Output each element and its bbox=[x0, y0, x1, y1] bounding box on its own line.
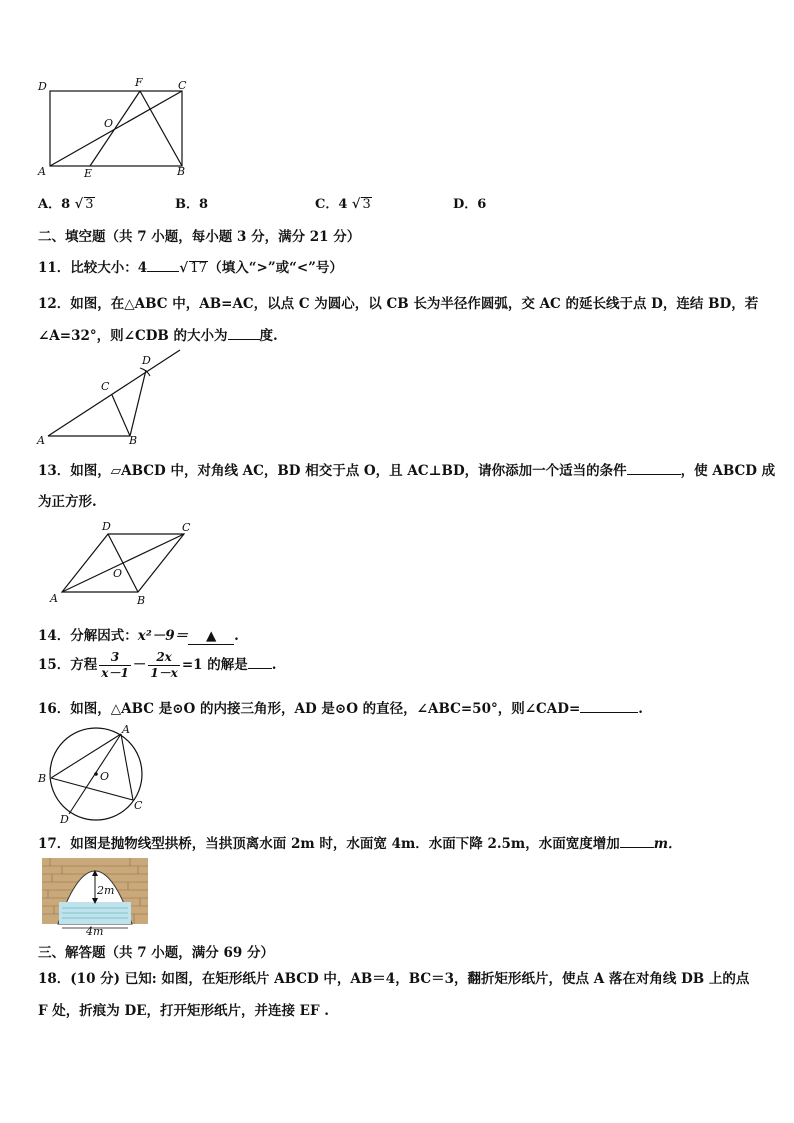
q11-suffix: （填入“>”或“<”号） bbox=[208, 260, 343, 276]
label-e: E bbox=[84, 167, 93, 180]
q15-prefix: 15．方程 bbox=[38, 657, 98, 673]
question-14 bbox=[38, 624, 239, 645]
label-d: D bbox=[102, 520, 111, 533]
choice-c bbox=[315, 193, 372, 212]
q14-triangle-mark: ▲ bbox=[205, 628, 217, 644]
label-o: O bbox=[100, 770, 110, 783]
q15-f2-numerator: 2x bbox=[148, 650, 180, 666]
label-o: O bbox=[104, 117, 114, 130]
q17-prefix: 17．如图是抛物线型拱桥，当拱顶离水面 2m 时，水面宽 4m．水面下降 2.5m，水面宽度增加 bbox=[38, 836, 620, 852]
label-b: B bbox=[38, 772, 47, 785]
q14-expression: x²－9＝ bbox=[137, 628, 189, 644]
choice-c-label: C．4 bbox=[315, 197, 348, 212]
q14-blank bbox=[188, 628, 234, 645]
q16-suffix: . bbox=[638, 701, 643, 717]
figure-q17-arch-bridge bbox=[42, 858, 150, 936]
segment-ef bbox=[90, 91, 140, 166]
label-d: D bbox=[60, 813, 69, 826]
label-c: C bbox=[101, 380, 110, 393]
question-18-line-1: 18．(10 分) 已知: 如图，在矩形纸片 ABCD 中，AB＝4，BC＝3，翻折矩形纸片，使点 A 落在对角线 DB 上的点 bbox=[38, 971, 750, 987]
choice-a bbox=[38, 193, 95, 212]
label-a: A bbox=[37, 434, 45, 446]
label-o: O bbox=[113, 567, 123, 580]
q12-blank bbox=[228, 339, 260, 340]
q16-prefix: 16．如图，△ABC 是⊙O 的内接三角形，AD 是⊙O 的直径，∠ABC=50°，则∠CAD= bbox=[38, 701, 581, 717]
question-13-line-1 bbox=[38, 459, 775, 479]
label-b: B bbox=[177, 165, 186, 178]
question-12-line-2 bbox=[38, 324, 278, 344]
question-13-line-2: 为正方形. bbox=[38, 494, 97, 510]
q15-minus: － bbox=[132, 657, 147, 673]
line-ad-extended bbox=[48, 350, 180, 436]
q13-blank bbox=[627, 474, 681, 475]
label-a: A bbox=[50, 592, 58, 605]
q15-blank bbox=[248, 668, 272, 669]
segment-db bbox=[130, 370, 146, 436]
section-2-title: 二、填空题（共 7 小题，每小题 3 分，满分 21 分） bbox=[38, 229, 361, 245]
question-17 bbox=[38, 832, 682, 852]
height-label: 2m bbox=[97, 884, 115, 897]
choice-a-radicand: 3 bbox=[85, 197, 94, 212]
q14-prefix: 14．分解因式： bbox=[38, 628, 138, 644]
q15-suffix: . bbox=[271, 657, 277, 673]
figure-q13-parallelogram bbox=[46, 516, 206, 608]
question-12-line-1: 12．如图，在△ABC 中，AB=AC，以点 C 为圆心，以 CB 长为半径作圆弧，交 AC 的延长线于点 D，连结 BD，若 bbox=[38, 296, 759, 312]
label-c: C bbox=[178, 79, 187, 92]
diagonal-ac bbox=[50, 91, 182, 166]
label-d: D bbox=[142, 354, 151, 367]
choice-d bbox=[453, 193, 486, 212]
section-3-title: 三、解答题（共 7 小题，满分 69 分） bbox=[38, 945, 274, 961]
label-f: F bbox=[135, 76, 143, 89]
question-16 bbox=[38, 697, 643, 717]
q12-suffix: 度. bbox=[259, 328, 278, 344]
q13-prefix: 13．如图，▱ABCD 中，对角线 AC，BD 相交于点 O，且 AC⊥BD，请你添加一个适当的条件 bbox=[38, 463, 627, 479]
label-a: A bbox=[38, 165, 46, 178]
q15-equals: =1 的解是 bbox=[181, 657, 248, 673]
q17-blank bbox=[620, 847, 654, 848]
label-c: C bbox=[134, 799, 143, 812]
label-b: B bbox=[137, 594, 146, 607]
choice-d-label: D．6 bbox=[453, 197, 487, 212]
figure-q12 bbox=[34, 348, 184, 446]
width-label: 4m bbox=[86, 925, 104, 936]
q14-suffix: . bbox=[234, 628, 239, 644]
q13-suffix: ，使 ABCD 成 bbox=[680, 463, 776, 479]
q16-blank bbox=[580, 712, 638, 713]
choice-b-label: B．8 bbox=[175, 197, 209, 212]
choice-c-radicand: 3 bbox=[362, 197, 371, 212]
segment-bc bbox=[51, 778, 133, 800]
label-d: D bbox=[38, 80, 47, 93]
label-a: A bbox=[122, 723, 130, 736]
q11-prefix: 11．比较大小：4 bbox=[38, 260, 148, 276]
q11-radicand: 17 bbox=[190, 260, 208, 276]
q11-blank bbox=[147, 271, 179, 272]
choice-b bbox=[175, 193, 208, 212]
center-point bbox=[94, 772, 98, 776]
question-11 bbox=[38, 256, 343, 276]
question-18-line-2: F 处，折痕为 DE，打开矩形纸片，并连接 EF . bbox=[38, 1003, 329, 1019]
q17-suffix: m． bbox=[653, 836, 682, 852]
q15-f1-denominator: x－1 bbox=[101, 666, 129, 680]
q15-fraction-2 bbox=[148, 650, 180, 681]
label-b: B bbox=[129, 434, 138, 446]
q15-f1-numerator: 3 bbox=[99, 650, 131, 666]
label-c: C bbox=[182, 521, 191, 534]
q11-radical: √ 17 bbox=[179, 260, 208, 276]
diagonal-bd bbox=[108, 534, 138, 592]
segment-cb bbox=[112, 395, 130, 436]
q15-fraction-1 bbox=[99, 650, 131, 681]
question-15 bbox=[38, 650, 276, 681]
figure-rectangle-abcd bbox=[30, 72, 200, 184]
q15-f2-denominator: 1－x bbox=[150, 666, 178, 680]
segment-ab bbox=[51, 734, 121, 778]
q12-prefix: ∠A=32°，则∠CDB 的大小为 bbox=[38, 328, 228, 344]
choice-a-label: A．8 bbox=[38, 197, 71, 212]
choice-c-radical: √ 3 bbox=[347, 197, 371, 212]
figure-q16-circle bbox=[34, 722, 152, 826]
choice-a-radical: √ 3 bbox=[70, 197, 94, 212]
